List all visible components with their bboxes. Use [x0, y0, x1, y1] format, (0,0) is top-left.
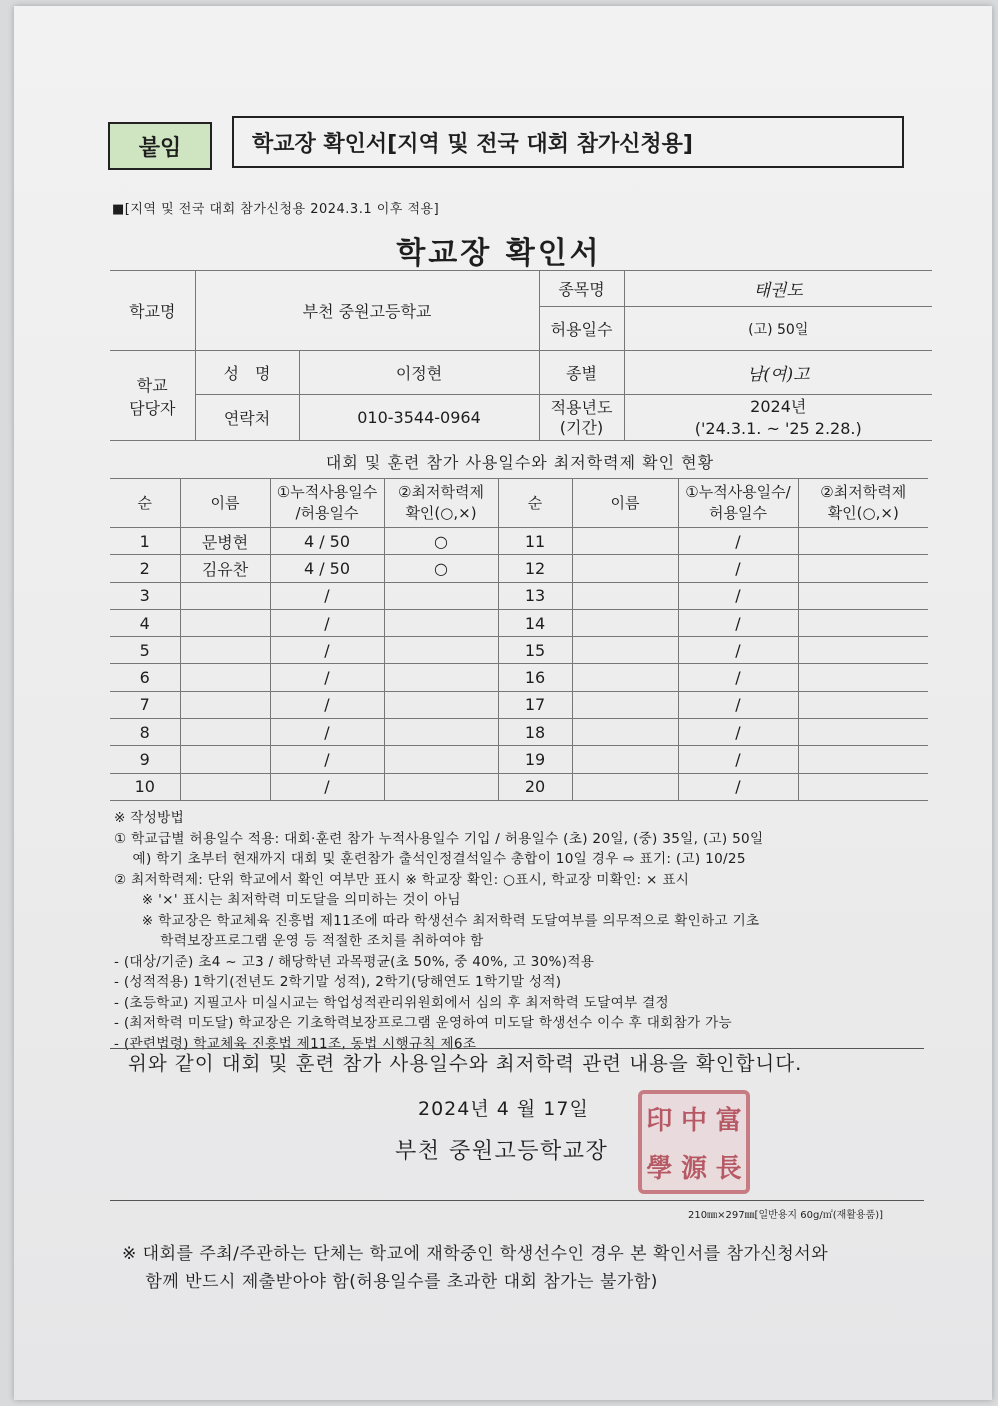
row-number: 8 — [110, 719, 180, 746]
writing-guide — [114, 808, 934, 1054]
academic-check — [798, 773, 928, 800]
academic-check — [384, 637, 498, 664]
table-row — [110, 637, 928, 664]
row-number: 2 — [110, 555, 180, 582]
days-used: / — [270, 664, 384, 691]
header-days — [270, 479, 384, 528]
year-label-line2: (기간) — [559, 417, 604, 437]
attachment-label: 붙임 — [108, 122, 212, 170]
row-number: 19 — [498, 746, 572, 773]
note-line: - (성적적용) 1학기(전년도 2학기말 성적), 2학기(당해연도 1학기말 성적) — [114, 974, 562, 990]
note-line: ※ '×' 표시는 최저학력 미도달을 의미하는 것이 아님 — [114, 892, 461, 908]
name-label: 성 명 — [195, 351, 299, 395]
days-used: / — [270, 637, 384, 664]
document-heading: 학교장 확인서[지역 및 전국 대회 참가신청용] — [232, 116, 904, 168]
days-used: / — [270, 609, 384, 636]
student-name — [572, 637, 678, 664]
student-name — [572, 691, 678, 718]
principal-signature: 부천 중원고등학교장 — [395, 1139, 609, 1164]
note-line: - (최저학력 미도달) 학교장은 기초학력보장프로그램 운영하여 미도달 학생선수 이수 후 대회참가 가능 — [114, 1015, 732, 1031]
academic-check — [798, 528, 928, 555]
student-name — [180, 719, 270, 746]
academic-check — [384, 664, 498, 691]
student-name: 문병현 — [180, 528, 270, 555]
confirmation-statement: 위와 같이 대회 및 훈련 참가 사용일수와 최저학력 관련 내용을 확인합니다. — [128, 1052, 803, 1075]
days-used: / — [678, 719, 798, 746]
header-days-right-line1: ①누적사용일수/ — [685, 483, 791, 501]
seal-glyph: 長 — [715, 1153, 742, 1184]
student-name — [572, 664, 678, 691]
row-number: 3 — [110, 582, 180, 609]
status-title: 대회 및 훈련 참가 사용일수와 최저학력제 확인 현황 — [325, 453, 715, 472]
days-used: / — [678, 582, 798, 609]
row-number: 17 — [498, 691, 572, 718]
days-used: / — [678, 691, 798, 718]
header-no: 순 — [110, 479, 180, 528]
sport-value: 태권도 — [624, 271, 932, 307]
days-used: 4 / 50 — [270, 555, 384, 582]
footnote-line: ※ 대회를 주최/주관하는 단체는 학교에 재학중인 학생선수인 경우 본 확인서를 참가신청서와 — [122, 1244, 829, 1264]
table-row — [110, 719, 928, 746]
academic-check — [384, 691, 498, 718]
row-number: 12 — [498, 555, 572, 582]
row-number: 16 — [498, 664, 572, 691]
roster-body — [110, 528, 928, 801]
footnote-line: 함께 반드시 제출받아야 함(허용일수를 초과한 대회 참가는 불가함) — [122, 1272, 658, 1292]
note-line: ※ 학교장은 학교체육 진흥법 제11조에 따라 학생선수 최저학력 도달여부를 의무적으로 확인하고 기초 — [114, 912, 760, 929]
row-number: 14 — [498, 609, 572, 636]
allowed-days-label: 허용일수 — [539, 307, 624, 351]
page-title: 학교장 확인서 — [396, 236, 602, 271]
student-name — [180, 691, 270, 718]
student-name — [572, 719, 678, 746]
row-number: 7 — [110, 691, 180, 718]
row-number: 4 — [110, 609, 180, 636]
note-line: ※ 작성방법 — [114, 810, 185, 826]
days-used: / — [678, 609, 798, 636]
table-row — [110, 609, 928, 636]
year-value: 2024년 — [750, 396, 807, 416]
academic-check — [384, 746, 498, 773]
academic-check — [384, 582, 498, 609]
days-used: / — [678, 528, 798, 555]
sport-label: 종목명 — [539, 271, 624, 307]
paper-spec: 210㎜×297㎜[일반용지 60g/㎡(재활용품)] — [688, 1210, 884, 1221]
gender-value: 남(여)고 — [624, 351, 932, 395]
note-line: ② 최저학력제: 단위 학교에서 확인 여부만 표시 ※ 학교장 확인: ○표시, 학교장 미확인: × 표시 — [114, 871, 690, 888]
academic-check — [384, 609, 498, 636]
days-used: / — [270, 746, 384, 773]
days-used: / — [678, 637, 798, 664]
header-check-right-line2: 확인(○,×) — [827, 504, 899, 522]
row-number: 11 — [498, 528, 572, 555]
header-days-line1: ①누적사용일수 — [276, 483, 378, 501]
days-used: / — [678, 664, 798, 691]
note-line: - (관련법령) 학교체육 진흥법 제11조, 동법 시행규칙 제6조 — [114, 1035, 477, 1052]
table-row — [110, 746, 928, 773]
manager-label — [110, 351, 195, 441]
header-check-line1: ②최저학력제 — [398, 483, 484, 501]
student-name — [180, 582, 270, 609]
seal-glyph: 印 — [646, 1105, 673, 1136]
row-number: 9 — [110, 746, 180, 773]
row-number: 13 — [498, 582, 572, 609]
academic-check — [384, 719, 498, 746]
academic-check — [798, 555, 928, 582]
table-row — [110, 691, 928, 718]
seal-glyph: 源 — [680, 1153, 707, 1184]
student-name — [180, 746, 270, 773]
days-used: / — [678, 773, 798, 800]
note-line: - (초등학교) 지필고사 미실시교는 학업성적관리위원회에서 심의 후 최저학력 도달여부 결정 — [114, 994, 669, 1011]
days-used: / — [270, 773, 384, 800]
manager-label-line2: 담당자 — [129, 398, 176, 418]
roster-header — [110, 479, 928, 528]
student-name — [572, 582, 678, 609]
table-row — [110, 528, 928, 555]
contact-value: 010-3544-0964 — [299, 395, 539, 441]
student-name — [180, 773, 270, 800]
academic-check — [798, 637, 928, 664]
academic-check — [798, 691, 928, 718]
header-days-right-line2: 허용일수 — [709, 504, 767, 522]
academic-check — [798, 582, 928, 609]
table-row — [110, 582, 928, 609]
days-used: / — [270, 582, 384, 609]
school-name: 부천 중원고등학교 — [195, 271, 539, 351]
seal-glyph: 學 — [646, 1153, 673, 1184]
footnote — [122, 1240, 828, 1296]
header-check-right-line1: ②최저학력제 — [820, 483, 907, 501]
sub-note: ■[지역 및 전국 대회 참가신청용 2024.3.1 이후 적용] — [112, 202, 440, 217]
row-number: 18 — [498, 719, 572, 746]
days-used: / — [678, 746, 798, 773]
allowed-days-value: (고) 50일 — [624, 307, 932, 351]
table-row — [110, 773, 928, 800]
manager-label-line1: 학교 — [136, 375, 168, 395]
seal-glyph: 富 — [715, 1105, 742, 1136]
issue-date: 2024년 4 월 17일 — [418, 1098, 589, 1120]
note-line: ① 학교급별 허용일수 적용: 대회·훈련 참가 누적사용일수 기입 / 허용일수 (초) 20일, (중) 35일, (고) 50일 — [114, 830, 764, 847]
school-label: 학교명 — [110, 271, 195, 351]
student-name — [572, 746, 678, 773]
note-line: 학력보장프로그램 운영 등 적절한 조치를 취하여야 함 — [114, 933, 484, 949]
header-days-right — [678, 479, 798, 528]
divider — [110, 1200, 924, 1201]
row-number: 15 — [498, 637, 572, 664]
school-info-table — [110, 270, 932, 441]
official-seal-stamp — [638, 1090, 750, 1194]
student-name — [572, 773, 678, 800]
note-line: - (대상/기준) 초4 ~ 고3 / 해당학년 과목평균(초 50%, 중 40%, 고 30%)적용 — [114, 953, 595, 970]
row-number: 1 — [110, 528, 180, 555]
table-row — [110, 664, 928, 691]
student-name — [180, 664, 270, 691]
year-value-cell — [624, 395, 932, 441]
days-used: / — [270, 691, 384, 718]
header-no-right: 순 — [498, 479, 572, 528]
student-name — [180, 637, 270, 664]
days-used: / — [678, 555, 798, 582]
student-roster-table — [110, 478, 928, 801]
name-value: 이정현 — [299, 351, 539, 395]
academic-check — [384, 773, 498, 800]
academic-check — [798, 719, 928, 746]
header-name-right: 이름 — [572, 479, 678, 528]
academic-check — [798, 664, 928, 691]
row-number: 10 — [110, 773, 180, 800]
gender-label: 종별 — [539, 351, 624, 395]
seal-glyph: 中 — [680, 1105, 707, 1136]
academic-check: ○ — [384, 528, 498, 555]
academic-check — [798, 609, 928, 636]
header-days-line2: /허용일수 — [295, 504, 359, 522]
row-number: 20 — [498, 773, 572, 800]
academic-check: ○ — [384, 555, 498, 582]
table-row — [110, 555, 928, 582]
header-check-right — [798, 479, 928, 528]
student-name — [180, 609, 270, 636]
row-number: 6 — [110, 664, 180, 691]
days-used: 4 / 50 — [270, 528, 384, 555]
header-name: 이름 — [180, 479, 270, 528]
student-name: 김유찬 — [180, 555, 270, 582]
student-name — [572, 609, 678, 636]
contact-label: 연락처 — [195, 395, 299, 441]
note-line: 예) 학기 초부터 현재까지 대회 및 훈련참가 출석인정결석일수 총합이 10일 경우 ⇨ 표기: (고) 10/25 — [114, 851, 746, 867]
row-number: 5 — [110, 637, 180, 664]
period-value: ('24.3.1. ~ '25 2.28.) — [694, 418, 862, 438]
student-name — [572, 528, 678, 555]
year-label — [539, 395, 624, 441]
student-name — [572, 555, 678, 582]
days-used: / — [270, 719, 384, 746]
header-check — [384, 479, 498, 528]
header-check-line2: 확인(○,×) — [405, 504, 477, 522]
year-label-line1: 적용년도 — [550, 397, 613, 417]
academic-check — [798, 746, 928, 773]
